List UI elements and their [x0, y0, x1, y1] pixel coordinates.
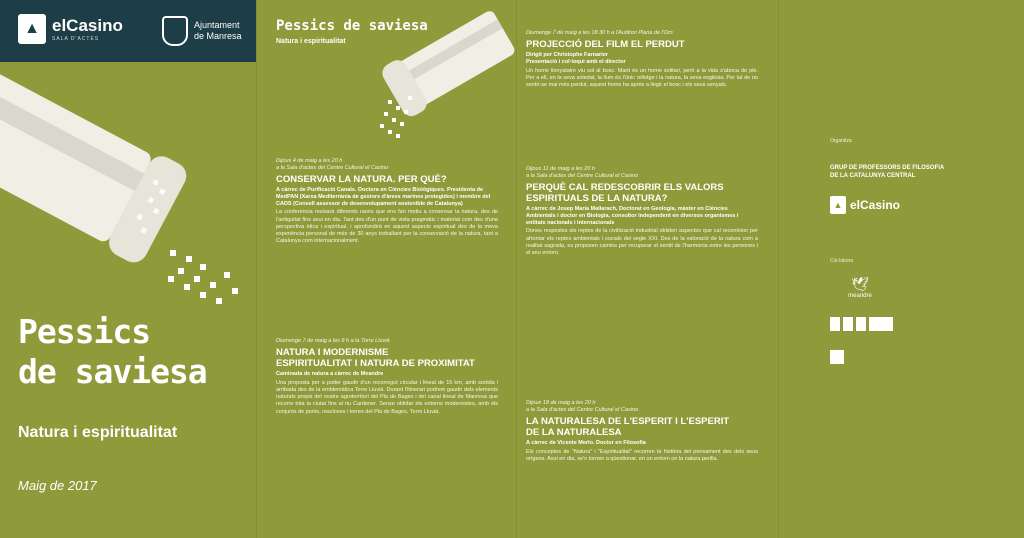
event-heading: CONSERVAR LA NATURA. PER QUÈ? [276, 174, 447, 185]
event-heading: PERQUÈ CAL REDESCOBRIR ELS VALORS ESPIRITUALS DE LA NATURA? [526, 182, 724, 204]
panel-title: Pessics de saviesa [276, 18, 428, 34]
event-speaker: A càrrec de Purificació Canals. Doctora en Ciències Biològiques. Presidenta de MedPAN (Xarxa Mediterrània de gestors d'àrees marines protegides) i membre del CADS (Consell assessor de desenvolupament sostenible de Catalunya) [276, 187, 491, 207]
elcasino-logo-text: elCasino [52, 15, 123, 35]
partner-logo-icon [869, 317, 893, 331]
partner-logo-icon [830, 350, 844, 364]
logo-bar [0, 0, 256, 62]
organizer-name: GRUP DE PROFESSORS DE FILOSOFIA DE LA CATALUNYA CENTRAL [830, 165, 945, 179]
salt-shaker-illustration [0, 70, 256, 320]
partner-logo-icon [830, 317, 840, 331]
event-heading: PROJECCIÓ DEL FILM EL PERDUT [526, 39, 685, 50]
organizer-block [830, 138, 980, 214]
event-description: Dones respostes als reptes de la civilització industrial obliden aspectes que cal reconèixer per afrontar els reptes ambientals i socials del segle XXI. Des de la valoració de la natura com a realitat sagrada, es proposen camins per recuperar el sentit de l'harmonia entre les persones i el seu entorn. [526, 228, 758, 256]
program-panel-left [256, 0, 516, 538]
casino-building-icon: ▲ [830, 196, 846, 214]
cover-title [18, 312, 207, 392]
event-5 [526, 400, 758, 463]
event-meta: Dijous 11 de maig a les 20 h a la Sala d'actes del Centre Cultural el Casino [526, 166, 639, 179]
cover-subtitle: Natura i espiritualitat [18, 424, 178, 441]
event-description: Un home llenyataire viu sol al bosc. Marit és un home solitari, però a la vida s'aboca de ple. Per a ell, en la seva soledat, la llum és l'únic rellotge i la natura, la seva església. Per tal de no sentir-se mai més perdut, aquest home ha après a llegir el bosc i els seus senyals. [526, 67, 758, 88]
event-meta: Diumenge 7 de maig a les 18.30 h a l'Auditori Plana de l'Om [526, 30, 673, 36]
cover-date: Maig de 2017 [18, 478, 97, 493]
event-speaker: A càrrec de Vicente Merlo. Doctor en Filosofia [526, 440, 646, 446]
ajuntament-text: Ajuntament de Manresa [194, 20, 242, 41]
event-1 [276, 158, 498, 245]
shield-icon [162, 16, 188, 46]
elcasino-small-logo-text: elCasino [850, 198, 901, 212]
event-speaker: Dirigit per Christophe Farnarier Presentació i col·loqui amb el director [526, 52, 626, 65]
elcasino-small-logo [830, 196, 980, 214]
event-3 [526, 30, 758, 89]
event-description: Una proposta per a poder gaudir d'un recorregut circular i lineal de 15 km, amb sortida i arribada des de la emblemàtica Torre Lluvià. Durant l'itinerari podrem gaudir dels elements naturals propis del nostre agroterritori del Pla de Bages i del canal lineal de Manresa que recorre tota la ciutat fins al riu Cardener. Sense oblidar els entorns modernistes, amb els conjunts de ponts, rescloses i torres del Pla de Bages, Torre Lluvià. [276, 379, 498, 415]
event-heading: LA NATURALESA DE L'ESPERIT I L'ESPERIT DE LA NATURALESA [526, 416, 730, 438]
meandre-logo-text: meandre [848, 293, 872, 299]
cover-title-line1: Pessics [18, 312, 151, 351]
event-description: Els conceptes de "Natura" i "Espiritualitat" recorren la història del pensament des dels seus orígens. Avui en dia, se'n tornen a qüestionar, en un entorn on la natura perilla. [526, 448, 758, 462]
salt-shaker-small-illustration [366, 0, 516, 150]
event-speaker: A càrrec de Josep Maria Mallarach, Doctorat en Geologia, màster en Ciències Ambientals i doctor en Biologia, consultor independent en diversos organismes i entitats nacionals i internacionals [526, 206, 739, 226]
event-speaker: Caminada de natura a càrrec de Meandre [276, 371, 384, 377]
event-2 [276, 338, 498, 416]
event-meta: Dijous 18 de maig a les 20 h a la Sala d'actes del Centre Cultural el Casino [526, 400, 639, 413]
cover-title-line2: de saviesa [18, 352, 207, 391]
partner-logos-row2 [830, 350, 980, 369]
credits-panel [778, 0, 1024, 538]
ajuntament-logo [162, 16, 242, 46]
organizer-label: Organitza [830, 138, 852, 144]
program-panel-right [516, 0, 778, 538]
casino-building-icon: ▲ [18, 14, 46, 44]
event-4 [526, 166, 758, 257]
collaborators-label: Col·labora [830, 258, 854, 264]
event-heading: NATURA I MODERNISME ESPIRITUALITAT I NATURA DE PROXIMITAT [276, 347, 475, 369]
event-meta: Dijous 4 de maig a les 20 h a la Sala d'actes del Centre Cultural el Casino [276, 158, 389, 171]
cover-panel [0, 0, 256, 538]
partner-logos [830, 317, 980, 336]
event-meta: Diumenge 7 de maig a les 9 h a la Torre Lluvià [276, 338, 390, 344]
event-description: La conferència revisarà diferents raons que ens fan motiu a conservar la natura, des de l'antiguitat fins avui en dia. Tant des d'un punt de vista pragmàtic i material com des d'una perspectiva ètica i espiritual, i aprofundirà en aquest aspecte espiritual des de la meva experiència personal de més de 30 anys treballant per la conservació de la natura, tant a Catalunya com internacionalment. [276, 209, 498, 245]
elcasino-logo [18, 14, 123, 44]
bird-icon: 🕊 [851, 276, 869, 292]
panel-subtitle: Natura i espiritualitat [276, 38, 346, 45]
collaborators-block [830, 258, 980, 369]
partner-logo-icon [843, 317, 853, 331]
partner-logo-icon [856, 317, 866, 331]
meandre-logo [830, 276, 890, 299]
elcasino-logo-subtext: SALA D'ACTES [52, 35, 100, 42]
